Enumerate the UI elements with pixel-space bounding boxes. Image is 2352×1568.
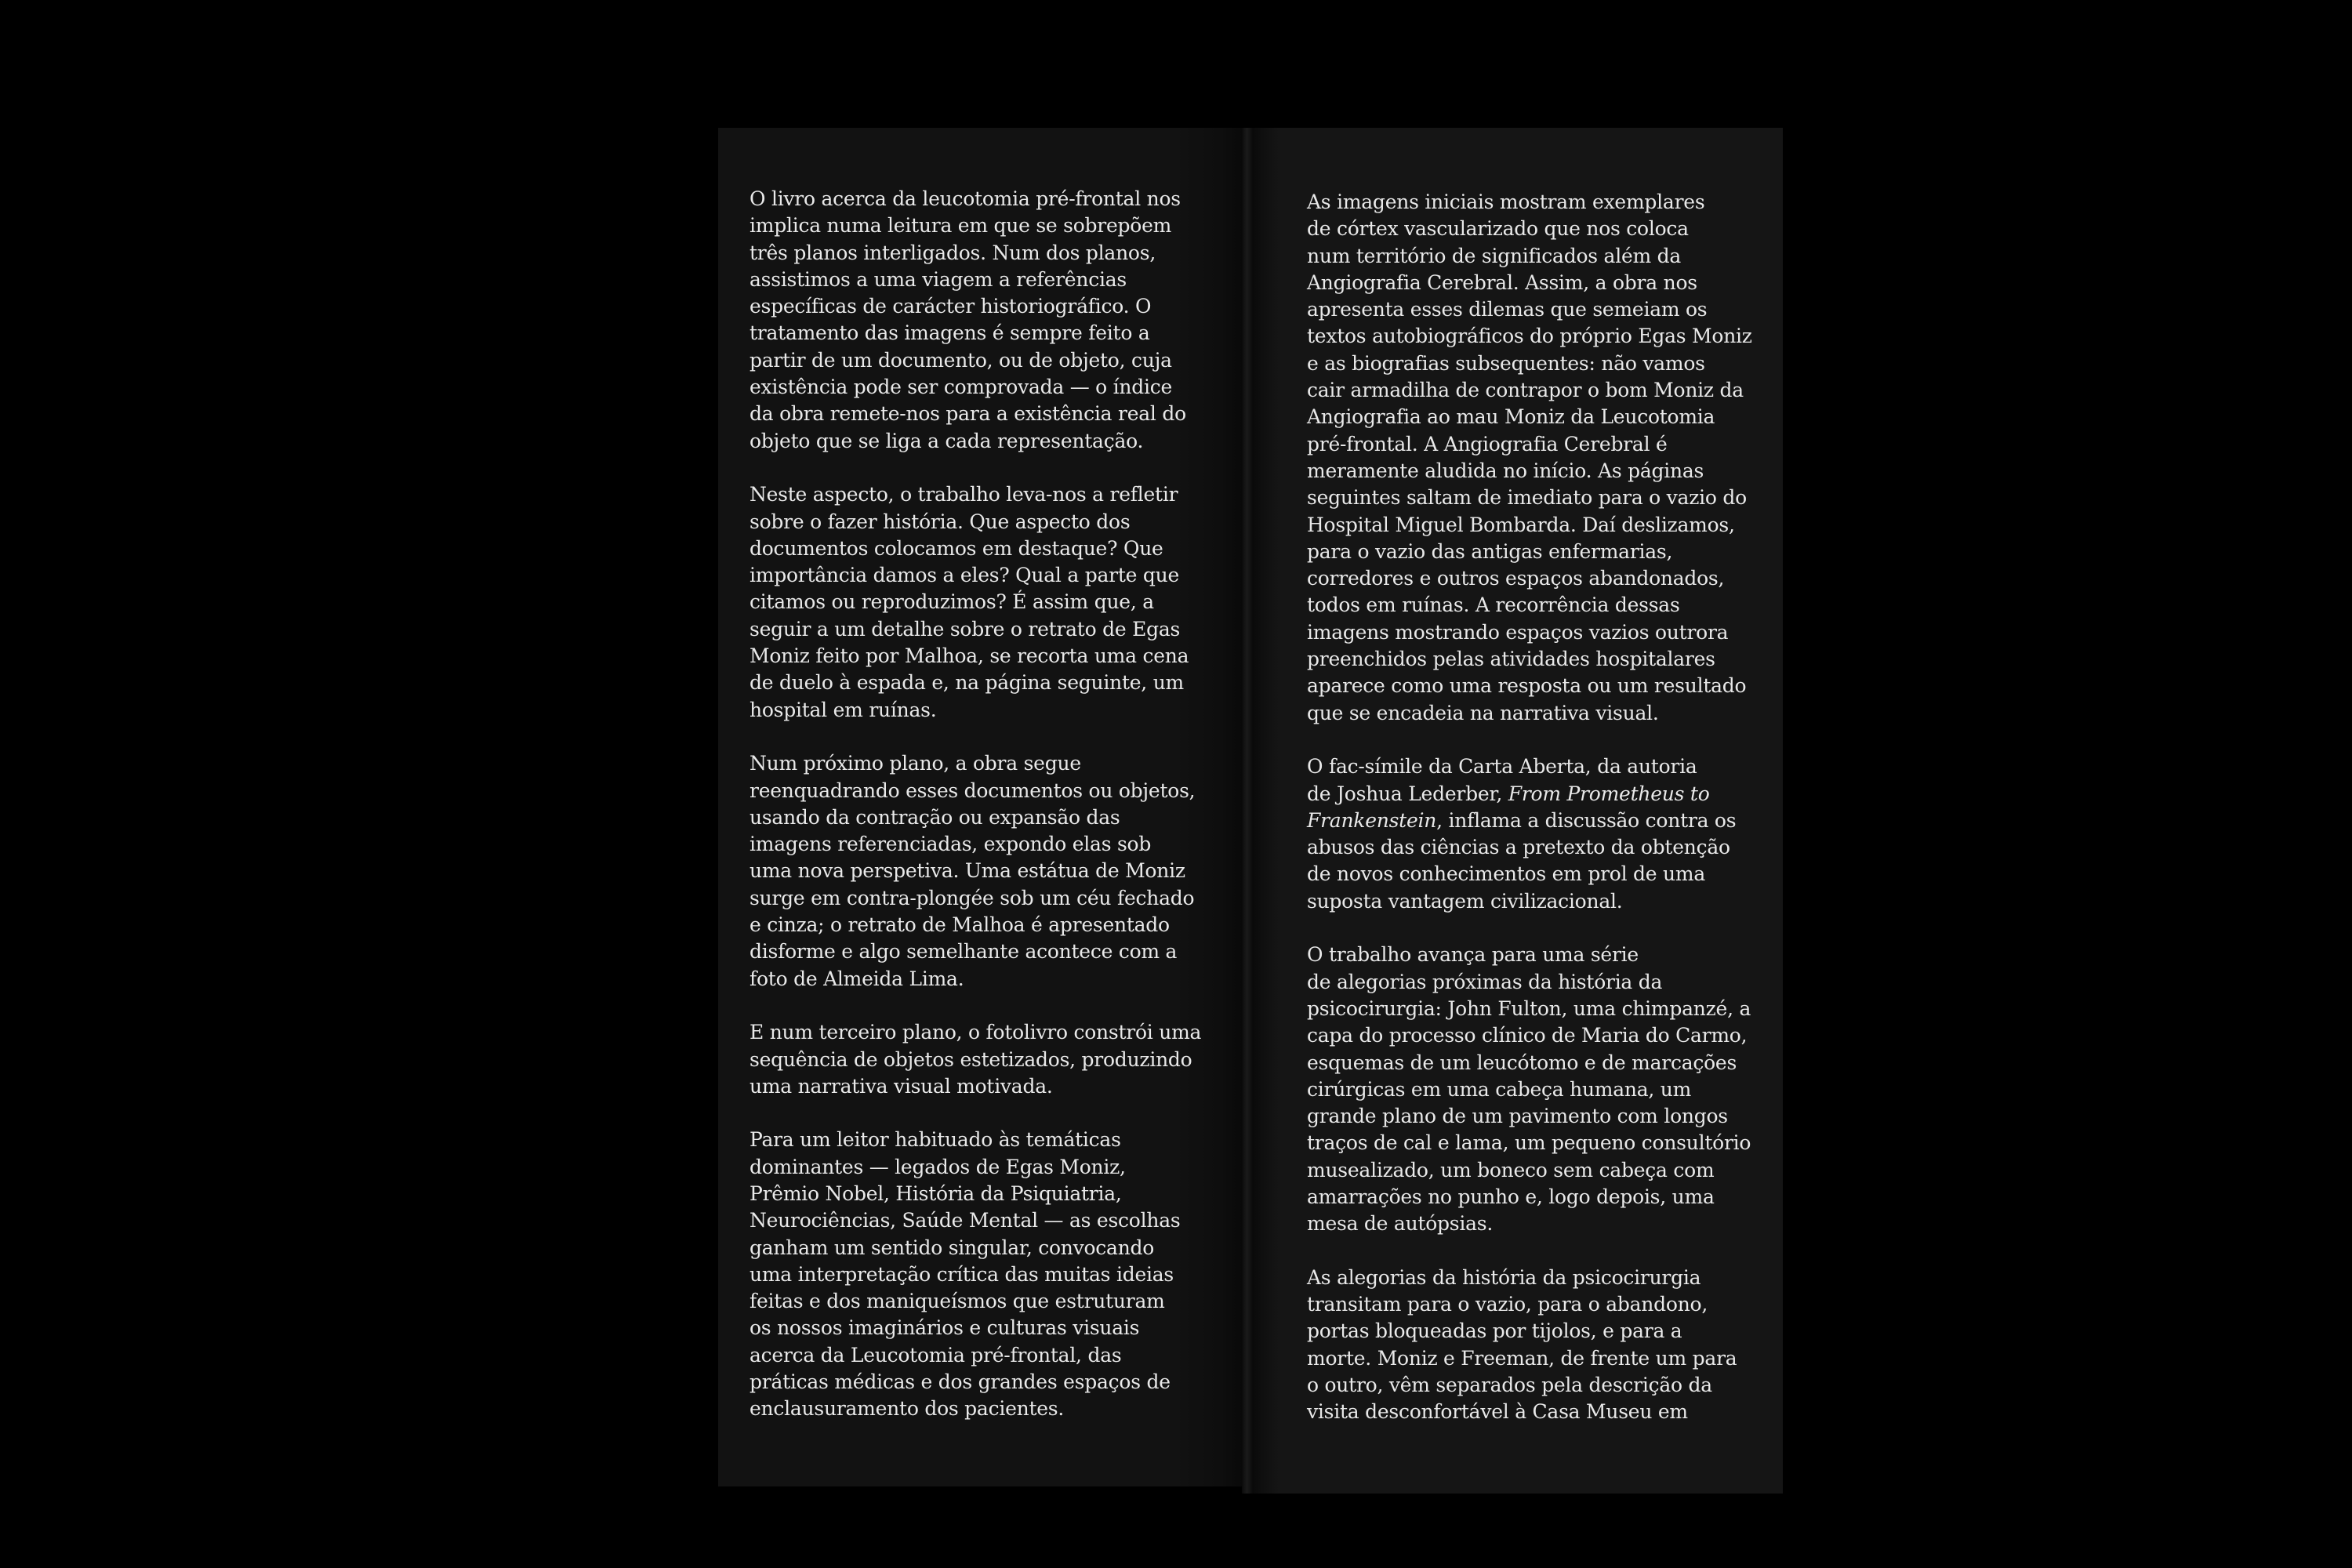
book-gutter — [1242, 128, 1253, 1494]
text-line: musealizado, um boneco sem cabeça com — [1307, 1158, 1715, 1181]
text-line: hospital em ruínas. — [750, 698, 937, 721]
text-line: mesa de autópsias. — [1307, 1212, 1494, 1236]
text-line: imagens referenciadas, expondo elas sob — [750, 833, 1152, 856]
text-line: acerca da Leucotomia pré-frontal, das — [750, 1343, 1122, 1367]
text-line: cirúrgicas em uma cabeça humana, um — [1307, 1077, 1692, 1101]
text-line — [1307, 808, 1746, 834]
text-segment: de Joshua Lederber, — [1307, 782, 1508, 805]
text-line: capa do processo clínico de Maria do Carmo, — [1307, 1024, 1748, 1047]
text-line: foto de Almeida Lima. — [750, 967, 964, 990]
text-line: visita desconfortável à Casa Museu em — [1307, 1400, 1688, 1424]
text-line: Neste aspecto, o trabalho leva-nos a refletir — [750, 483, 1178, 506]
text-line: reenquadrando esses documentos ou objetos, — [750, 779, 1196, 802]
text-line: seguintes saltam de imediato para o vazio do — [1307, 486, 1747, 510]
text-line: os nossos imaginários e culturas visuais — [750, 1316, 1140, 1340]
text-line: Prêmio Nobel, História da Psiquiatria, — [750, 1181, 1122, 1205]
text-line: enclausuramento dos pacientes. — [750, 1397, 1065, 1421]
text-line: O livro acerca da leucotomia pré-frontal nos — [750, 187, 1181, 210]
text-line: disforme e algo semelhante acontece com a — [750, 940, 1178, 964]
text-line: suposta vantagem civilizacional. — [1307, 889, 1623, 913]
text-line: O fac-símile da Carta Aberta, da autoria — [1307, 755, 1697, 779]
text-line: Neurociências, Saúde Mental — as escolhas — [750, 1209, 1181, 1232]
text-line: tratamento das imagens é sempre feito a — [750, 321, 1150, 345]
text-line: traços de cal e lama, um pequeno consultório — [1307, 1131, 1751, 1155]
text-line: existência pode ser comprovada — o índice — [750, 376, 1173, 399]
text-line: todos em ruínas. A recorrência dessas — [1307, 593, 1680, 617]
paragraph — [1307, 1265, 1746, 1426]
text-line: objeto que se liga a cada representação. — [750, 429, 1144, 452]
text-line: sobre o fazer história. Que aspecto dos — [750, 510, 1131, 533]
text-line: pré-frontal. A Angiografia Cerebral é — [1307, 432, 1668, 456]
text-line: O trabalho avança para uma série — [1307, 943, 1639, 967]
text-line: de novos conhecimentos em prol de uma — [1307, 862, 1705, 886]
paragraph — [1307, 942, 1751, 1237]
text-line: Hospital Miguel Bombarda. Daí deslizamos, — [1307, 513, 1735, 536]
text-line: assistimos a uma viagem a referências — [750, 267, 1127, 291]
text-line: para o vazio das antigas enfermarias, — [1307, 539, 1673, 563]
text-line: uma interpretação crítica das muitas ideias — [750, 1262, 1174, 1286]
text-line: implica numa leitura em que se sobrepõem — [750, 214, 1172, 238]
text-line: preenchidos pelas atividades hospitalares — [1307, 648, 1715, 671]
text-line: num território de significados além da — [1307, 244, 1682, 267]
right-page-text — [1307, 189, 1752, 1453]
left-page-text — [750, 186, 1202, 1450]
book-title-italic: From Prometheus to — [1508, 782, 1710, 805]
text-line: seguir a um detalhe sobre o retrato de Egas — [750, 617, 1181, 641]
text-line: psicocirurgia: John Fulton, uma chimpanzé, a — [1307, 996, 1751, 1020]
text-line: dominantes — legados de Egas Moniz, — [750, 1155, 1126, 1178]
paragraph — [1307, 753, 1746, 915]
text-line: uma narrativa visual motivada. — [750, 1074, 1053, 1098]
paragraph — [750, 1127, 1189, 1422]
text-line: citamos ou reproduzimos? É assim que, a — [750, 590, 1154, 614]
text-line: morte. Moniz e Freeman, de frente um para — [1307, 1346, 1737, 1370]
text-line: imagens mostrando espaços vazios outrora — [1307, 620, 1729, 644]
text-line: E num terceiro plano, o fotolivro constrói uma — [750, 1021, 1202, 1044]
text-line: As imagens iniciais mostram exemplares — [1307, 191, 1705, 213]
paragraph — [750, 186, 1189, 455]
text-line: importância damos a eles? Qual a parte que — [750, 564, 1180, 587]
text-line: práticas médicas e dos grandes espaços de — [750, 1370, 1171, 1394]
text-line: cair armadilha de contrapor o bom Moniz da — [1307, 379, 1744, 402]
text-line: meramente aludida no início. As páginas — [1307, 459, 1704, 482]
text-line: Moniz feito por Malhoa, se recorta uma cena — [750, 644, 1189, 668]
text-line: corredores e outros espaços abandonados, — [1307, 567, 1725, 590]
text-segment: , inflama a discussão contra os — [1436, 808, 1737, 832]
text-line: esquemas de um leucótomo e de marcações — [1307, 1051, 1737, 1074]
text-line: o outro, vêm separados pela descrição da — [1307, 1374, 1712, 1397]
text-line: três planos interligados. Num dos planos, — [750, 241, 1156, 264]
text-line: Num próximo plano, a obra segue — [750, 752, 1081, 775]
text-line: amarrações no punho e, logo depois, uma — [1307, 1185, 1715, 1208]
text-line: Para um leitor habituado às temáticas — [750, 1128, 1121, 1152]
text-line: surge em contra-plongée sob um céu fechado — [750, 886, 1195, 909]
text-line: grande plano de um pavimento com longos — [1307, 1105, 1728, 1128]
text-line: Angiografia Cerebral. Assim, a obra nos — [1307, 270, 1697, 294]
text-line: de alegorias próximas da história da — [1307, 970, 1663, 993]
text-line: As alegorias da história da psicocirurgia — [1307, 1265, 1701, 1289]
text-line: portas bloqueadas por tijolos, e para a — [1307, 1319, 1682, 1343]
paragraph — [750, 750, 1196, 993]
text-line: abusos das ciências a pretexto da obtenção — [1307, 836, 1730, 859]
text-line: textos autobiográficos do próprio Egas Moniz — [1307, 325, 1752, 348]
text-line: que se encadeia na narrativa visual. — [1307, 701, 1659, 724]
book-title-italic: Frankenstein — [1307, 808, 1437, 832]
text-line: transitam para o vazio, para o abandono, — [1307, 1293, 1708, 1316]
text-line: de córtex vascularizado que nos coloca — [1307, 217, 1689, 241]
text-line: aparece como uma resposta ou um resultado — [1307, 674, 1747, 698]
text-line: usando da contração ou expansão das — [750, 805, 1120, 829]
text-line: Angiografia ao mau Moniz da Leucotomia — [1307, 405, 1715, 429]
text-line: de duelo à espada e, na página seguinte, um — [750, 671, 1184, 695]
paragraph — [750, 481, 1189, 724]
text-line: da obra remete-nos para a existência real do — [750, 402, 1186, 426]
paragraph — [1307, 189, 1752, 727]
text-line: e cinza; o retrato de Malhoa é apresentado — [750, 913, 1170, 937]
text-line: documentos colocamos em destaque? Que — [750, 536, 1163, 560]
text-line: específicas de carácter historiográfico. O — [750, 295, 1152, 318]
text-line: ganham um sentido singular, convocando — [750, 1236, 1155, 1259]
text-line: apresenta esses dilemas que semeiam os — [1307, 298, 1708, 321]
text-line: feitas e dos maniqueísmos que estruturam — [750, 1290, 1165, 1313]
text-line — [1307, 781, 1746, 808]
text-line: e as biografias subsequentes: não vamos — [1307, 351, 1705, 375]
paragraph — [750, 1019, 1202, 1100]
text-line: uma nova perspetiva. Uma estátua de Moniz — [750, 859, 1185, 883]
text-line: sequência de objetos estetizados, produzindo — [750, 1047, 1192, 1071]
text-line: partir de um documento, ou de objeto, cuja — [750, 348, 1172, 372]
